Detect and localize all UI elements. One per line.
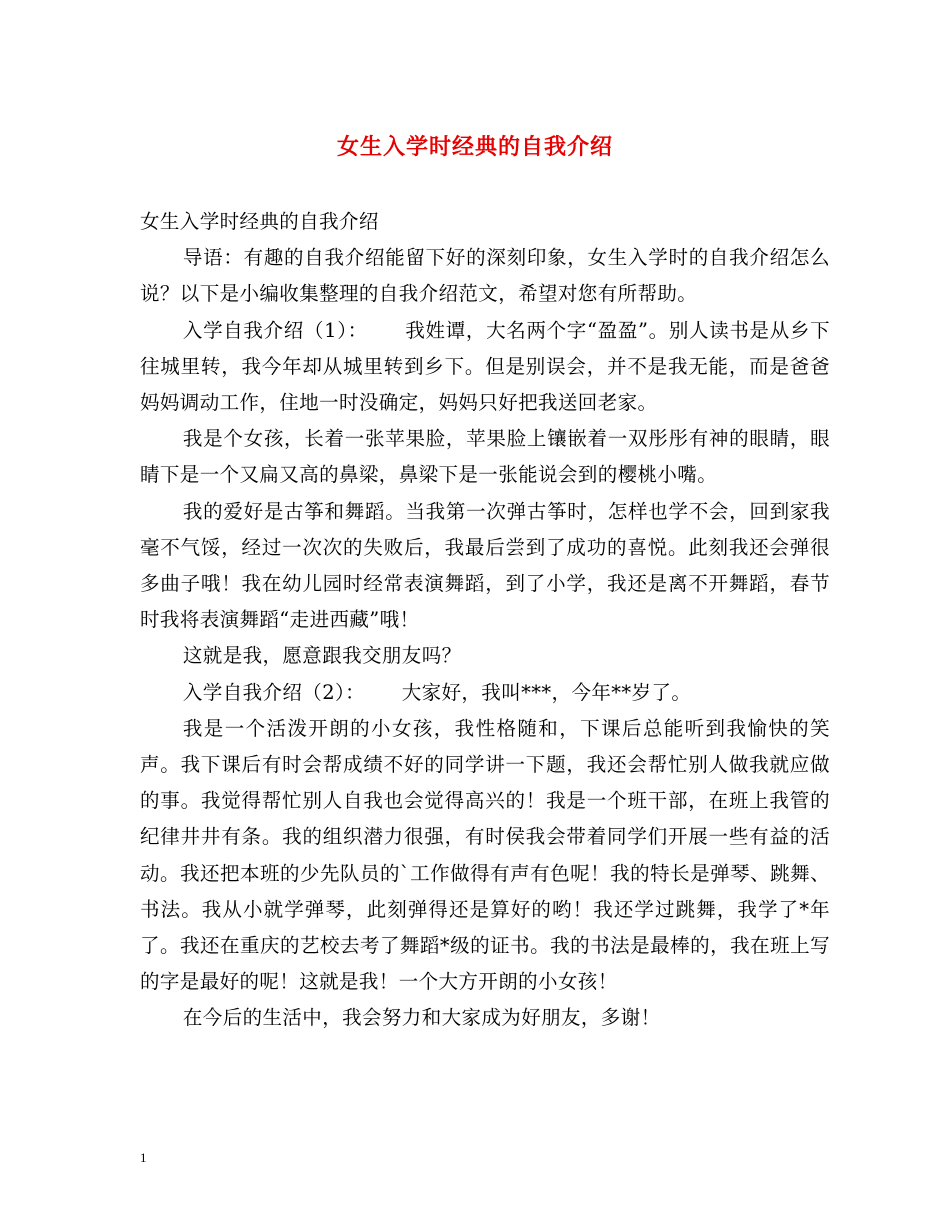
document-body <box>140 204 830 1037</box>
subtitle-paragraph: 女生入学时经典的自我介绍 <box>140 210 379 233</box>
paragraph-appearance: 我是个女孩，长着一张苹果脸，苹果脸上镶嵌着一双彤彤有神的眼睛，眼睛下是一个又扁又高的鼻梁，鼻梁下是一张能说会到的樱桃小嘴。 <box>140 427 830 487</box>
paragraph-closing: 在今后的生活中，我会努力和大家成为好朋友，多谢！ <box>182 1006 661 1030</box>
paragraph-personality: 我是一个活泼开朗的小女孩，我性格随和，下课后总能听到我愉快的笑声。我下课后有时会帮成绩不好的同学讲一下题，我还会帮忙别人做我就应做的事。我觉得帮忙别人自我也会觉得高兴的！我是一个班干部，在班上我管的纪律井井有条。我的组织潜力很强，有时侯我会带着同学们开展一些有益的活动。我还把本班的少先队员的`工作做得有声有色呢！我的特长是弹琴、跳舞、书法。我从小就学弹琴，此刻弹得还是算好的哟！我还学过跳舞，我学了*年了。我还在重庆的艺校去考了舞蹈*级的证书。我的书法是最棒的，我在班上写的字是最好的呢！这就是我！一个大方开朗的小女孩！ <box>140 716 830 994</box>
page-number: 1 <box>140 1150 147 1165</box>
intro-paragraph: 导语：有趣的自我介绍能留下好的深刻印象，女生入学时的自我介绍怎么说？以下是小编收集整理的自我介绍范文，希望对您有所帮助。 <box>140 246 830 306</box>
paragraph-intro-2: 入学自我介绍（2）： 大家好，我叫***，今年**岁了。 <box>182 680 692 704</box>
document-title: 女生入学时经典的自我介绍 <box>336 134 613 160</box>
paragraph-intro-1: 入学自我介绍（1）： 我姓谭，大名两个字“盈盈”。别人读书是从乡下往城里转，我今年却从城里转到乡下。但是别误会，并不是我无能，而是爸爸妈妈调动工作，住地一时没确定，妈妈只好把我送回老家。 <box>140 318 830 415</box>
paragraph-hobbies: 我的爱好是古筝和舞蹈。当我第一次弹古筝时，怎样也学不会，回到家我毫不气馁，经过一次次的失败后，我最后尝到了成功的喜悦。此刻我还会弹很多曲子哦！我在幼儿园时经常表演舞蹈，到了小学，我还是离不开舞蹈，春节时我将表演舞蹈“走进西藏”哦！ <box>140 499 830 632</box>
paragraph-friends: 这就是我，愿意跟我交朋友吗？ <box>182 644 462 668</box>
